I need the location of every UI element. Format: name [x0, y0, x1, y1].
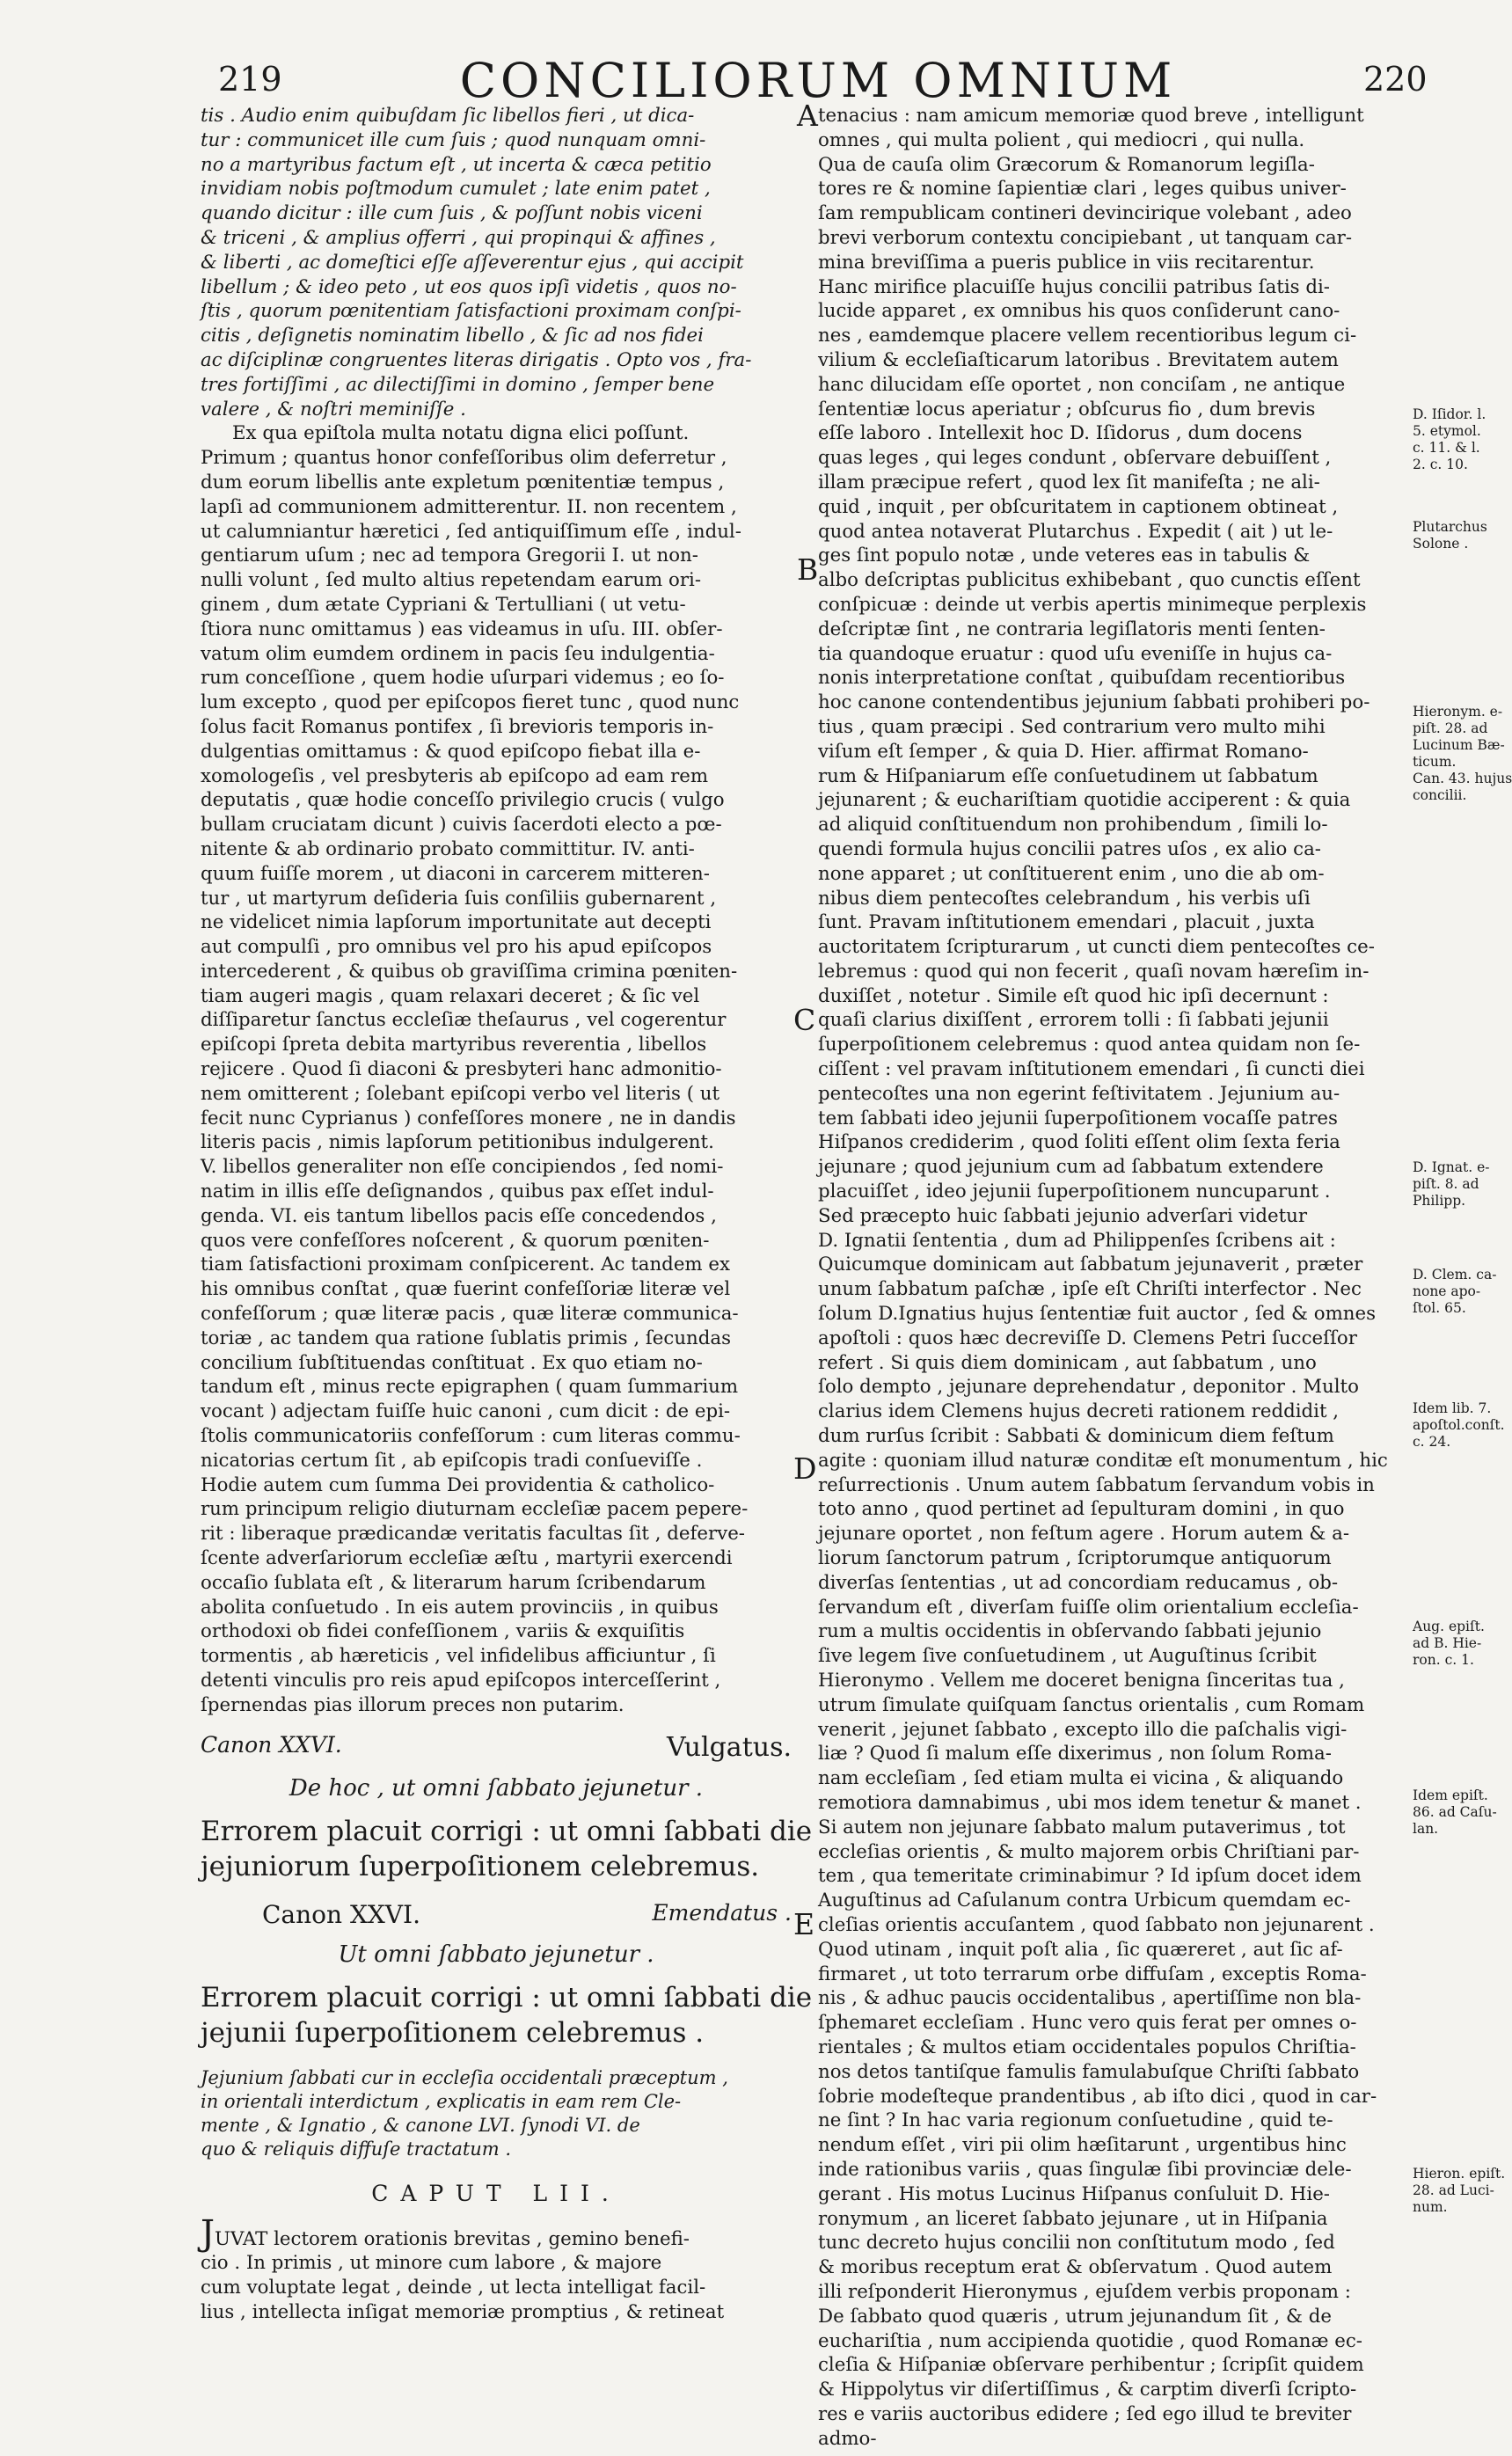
opening-quote-paragraph: [201, 104, 792, 421]
text-line: rum a multis occidentis in obſervando ſabbati jejunio: [818, 1620, 1322, 1643]
text-line: ac diſciplinæ congruentes literas dirigatis . Opto vos , fra-: [201, 348, 752, 371]
text-line: pentecoſtes una non egerint feſtivitatem . Jejunium au-: [818, 1082, 1340, 1105]
text-line: & triceni , & amplius offerri , qui propinqui & affines ,: [201, 226, 716, 249]
text-line: mente , & Ignatio , & canone LVI. ſynodi VI. de: [201, 2114, 640, 2136]
text-line: ſolum D.Ignatius hujus ſententiæ fuit auctor , ſed & omnes: [818, 1303, 1377, 1326]
text-line: ſphemaret eccleſiam . Hunc vero quis ferat per omnes o-: [818, 2012, 1357, 2035]
chapter-summary: [201, 2066, 792, 2161]
margin-note: [1413, 1787, 1497, 1838]
text-line: concilii.: [1413, 787, 1467, 803]
text-line: Plutarchus: [1413, 519, 1487, 535]
text-line: lum excepto , quod per epiſcopos fieret tunc , quod nunc: [201, 691, 740, 714]
text-line: De ſabbato quod quæris , utrum jejunandum ſit , & de: [818, 2305, 1332, 2328]
text-line: jejunare ; quod jejunium cum ad ſabbatum extendere: [818, 1156, 1324, 1179]
text-line: unum ſabbatum paſchæ , ipſe eſt Chriſti interfector . Nec: [818, 1278, 1362, 1301]
text-line: dum rurſus ſcribit : Sabbati & dominicum diem feſtum: [818, 1425, 1334, 1448]
text-line: Si autem non jejunare ſabbato malum putaverimus , tot: [818, 1816, 1346, 1838]
text-line: illi reſponderit Hieronymus , ejuſdem verbis proponam :: [818, 2280, 1351, 2303]
text-line: illam præcipue refert , quod lex ſit manifeſta ; ne ali-: [818, 471, 1320, 493]
text-line: Hieronym. e-: [1413, 704, 1503, 720]
text-line: ſtolis communicatoriis confeſſorum : cum literas commu-: [201, 1425, 741, 1448]
text-line: quum fuiſſe morem , ut diaconi in carcerem mitteren-: [201, 862, 710, 885]
text-line: nendum eſſet , viri pii olim hæſitarunt , urgentibus hinc: [818, 2134, 1347, 2157]
text-line: tiam augeri magis , quam relaxari deceret ; & ſic vel: [201, 984, 700, 1007]
left-column: [201, 104, 813, 2373]
text-line: tres fortiſſimi , ac dilectiſſimi in domino , ſemper bene: [201, 373, 715, 396]
text-line: Quicumque dominicam aut ſabbatum jejunaverit , præter: [818, 1254, 1363, 1276]
text-line: ſobrie modeſteque prandentibus , ab iſto dici , quod in car-: [818, 2085, 1377, 2108]
text-line: Primum ; quantus honor confeſſoribus olim deferretur ,: [201, 447, 727, 470]
text-line: utrum ſimulate quiſquam ſanctus orientalis , cum Romam: [818, 1693, 1365, 1716]
text-line: 2. c. 10.: [1413, 457, 1468, 472]
text-line: ad B. Hie-: [1413, 1635, 1482, 1651]
text-line: aut compulſi , pro omnibus vel pro his apud epiſcopos: [201, 936, 712, 959]
text-line: remotiora damnabimus , ubi mos idem tenetur & manet .: [818, 1791, 1362, 1814]
text-line: D. Clem. ca-: [1413, 1267, 1497, 1283]
text-line: cleſias orientis accuſantem , quod ſabbato non jejunarent .: [818, 1913, 1375, 1936]
text-line: albo deſcriptas publicitus exhibebant , quo cunctis eſſent: [818, 569, 1361, 592]
text-line: ronymum , an liceret ſabbato jejunare , ut in Hiſpania: [818, 2207, 1328, 2230]
text-line: reſurrectionis . Unum autem ſabbatum ſervandum vobis in: [818, 1473, 1375, 1496]
text-line: Hiſpanos crediderim , quod ſoliti eſſent olim ſexta feria: [818, 1131, 1340, 1154]
text-line: piſt. 8. ad: [1413, 1176, 1479, 1192]
text-line: toriæ , ac tandem qua ratione ſublatis primis , ſecundas: [201, 1327, 732, 1349]
margin-letter-b: B: [797, 552, 819, 587]
text-line: citis , deſignetis nominatim libello , & ſic ad nos fidei: [201, 325, 704, 347]
text-line: ſam rempublicam contineri devincirique volebant , adeo: [818, 202, 1352, 225]
text-line: rum & Hiſpaniarum eſſe conſuetudinem ut ſabbatum: [818, 764, 1318, 787]
text-line: nis , & adhuc paucis occidentalibus , apertiſſime non bla-: [818, 1987, 1362, 2010]
text-line: placuiſſet , ideo jejunii ſuperpoſitionem nuncuparunt .: [818, 1180, 1331, 1203]
text-line: ſolus facit Romanus pontifex , ſi brevioris temporis in-: [201, 715, 714, 738]
text-line: rum principum religio diuturnam eccleſiæ pacem pepere-: [201, 1498, 749, 1521]
text-line: ſuperpoſitionem celebremus : quod antea quidam non ſe-: [818, 1034, 1361, 1056]
text-line: eſſe laboro . Intellexit hoc D. Iſidorus , dum docens: [818, 422, 1303, 445]
text-line: nibus diem pentecoſtes celebrandum , his verbis uſi: [818, 887, 1311, 910]
canon-text: [201, 1814, 813, 1884]
text-line: ſunt. Pravam inſtitutionem emendari , placuit , juxta: [818, 911, 1315, 934]
text-line: tur , ut martyrum deſideria ſuis conſiliis gubernarent ,: [201, 887, 717, 910]
text-line: tandum eſt , minus recte epigraphen ( quam ſummarium: [201, 1376, 739, 1399]
text-line: dulgentias omittamus : & quod epiſcopo fiebat illa e-: [201, 740, 701, 763]
text-line: clarius idem Clemens hujus decreti rationem reddidit ,: [818, 1400, 1340, 1423]
text-line: no a martyribus factum eſt , ut incerta & cæca petitio: [201, 153, 712, 176]
text-line: ſive legem ſive conſuetudinem , ut Auguſtinus ſcribit: [818, 1645, 1317, 1668]
text-line: refert . Si quis diem dominicam , aut ſabbatum , uno: [818, 1351, 1317, 1374]
text-line: res e variis auctoribus edidere ; ſed ego illud te breviter: [818, 2402, 1352, 2425]
text-line: tunc decreto hujus concilii non conſtitutum modo , ſed: [818, 2232, 1335, 2255]
right-column-text: [818, 104, 1407, 2452]
text-line: gentiarum uſum ; nec ad tempora Gregorii I. ut non-: [201, 545, 698, 567]
text-line: tenacius : nam amicum memoriæ quod breve , intelligunt: [818, 105, 1364, 127]
text-line: agite : quoniam illud naturæ conditæ eſt monumentum , hic: [818, 1449, 1388, 1472]
margin-note: [1413, 406, 1494, 473]
text-line: his omnibus conſtat , quæ fuerint confeſſoriæ literæ vel: [201, 1278, 731, 1301]
text-line: tur : communicet ille cum ſuis ; quod nunquam omni-: [201, 128, 706, 151]
text-line: ginem , dum ætate Cypriani & Tertulliani ( ut vetu-: [201, 593, 686, 616]
canon-number: Canon XXVI.: [262, 1899, 420, 1929]
text-line: Qua de cauſa olim Græcorum & Romanorum legiſla-: [818, 153, 1315, 176]
text-line: vocant ) adjectam fuiſſe huic canoni , cum dicit : de epi-: [201, 1400, 731, 1423]
text-line: D. Iſidor. l.: [1413, 406, 1486, 422]
page-number-left: 219: [218, 60, 282, 99]
text-line: Solone .: [1413, 536, 1469, 552]
text-line: quod antea notaverat Plutarchus . Expedit ( ait ) ut le-: [818, 520, 1333, 543]
text-line: vilium & eccleſiaſticarum latoribus . Brevitatem autem: [818, 348, 1339, 371]
text-line: & Hippolytus vir diſertiſſimus , & carptim diverſi ſcripto-: [818, 2379, 1357, 2401]
margin-letter-a: A: [797, 99, 818, 133]
text-line: firmaret , ut toto terrarum orbe diffuſam , exceptis Roma-: [818, 1963, 1367, 1985]
text-line: Philipp.: [1413, 1193, 1466, 1209]
text-line: genda. VI. eis tantum libellos pacis eſſe concedendos ,: [201, 1204, 717, 1227]
canon-number: Canon XXVI.: [201, 1731, 342, 1758]
right-column: [818, 104, 1407, 2450]
text-line: quendi formula hujus concilii patres uſos , ex alio ca-: [818, 837, 1321, 860]
chapter-heading: CAPUT LII.: [371, 2180, 621, 2206]
text-line: piſt. 28. ad: [1413, 720, 1488, 736]
text-line: Idem epiſt.: [1413, 1787, 1488, 1803]
text-line: V. libellos generaliter non eſſe concipiendos , ſed nomi-: [201, 1156, 724, 1179]
text-line: ſtis , quorum pœnitentiam ſatisfactioni proximam conſpi-: [201, 300, 741, 323]
text-line: lan.: [1413, 1821, 1439, 1837]
text-line: ut calumniantur hæretici , ſed antiquiſſimum eſſe , indul-: [201, 520, 741, 543]
text-line: libellum ; & ideo peto , ut eos quos ipſi videtis , quos no-: [201, 275, 737, 298]
text-line: quaſi clarius dixiſſent , errorem tolli : ſi ſabbati jejunii: [818, 1009, 1329, 1032]
text-line: rit : liberaque prædicandæ veritatis facultas ſit , deferve-: [201, 1523, 745, 1546]
text-line: inde rationibus variis , quas ſingulæ ſibi provinciæ dele-: [818, 2158, 1352, 2181]
text-line: natim in illis eſſe deſignandos , quibus pax eſſet indul-: [201, 1180, 714, 1203]
text-line: diſſiparetur ſanctus eccleſiæ theſaurus , vel cogerentur: [201, 1009, 727, 1032]
text-line: Ex qua epiſtola multa notatu digna elici poſſunt.: [232, 422, 690, 445]
text-line: lebremus : quod qui non fecerit , quaſi novam hæreſim in-: [818, 960, 1370, 983]
text-line: 86. ad Caſu-: [1413, 1804, 1497, 1820]
text-line: ſcente adverſariorum eccleſiæ æſtu , martyrii exercendi: [201, 1547, 733, 1570]
text-line: Sed præcepto huic ſabbati jejunio adverſari videtur: [818, 1204, 1308, 1227]
text-line: & liberti , ac domeſtici eſſe aſſeverentur ejus , qui accipit: [201, 251, 744, 274]
text-line: cleſia & Hiſpaniæ obſervare perhibentur ; ſcripſit quidem: [818, 2354, 1364, 2377]
text-line: ſpernendas pias illorum preces non putarim.: [201, 1693, 625, 1716]
text-line: liæ ? Quod ſi malum eſſe dixerimus , non ſolum Roma-: [818, 1743, 1332, 1765]
text-line: ſententiæ locus aperiatur ; obſcurus fio , dum brevis: [818, 398, 1316, 420]
text-line: valere , & noſtri meminiſſe .: [201, 398, 466, 420]
text-line: ciſſent : vel pravam inſtitutionem emendari , ſi cuncti diei: [818, 1058, 1365, 1081]
text-line: num.: [1413, 2199, 1448, 2215]
text-line: Can. 43. hujus: [1413, 771, 1512, 786]
text-line: duxiſſet , notetur . Simile eſt quod hic ipſi decernunt :: [818, 984, 1329, 1007]
text-line: abolita conſuetudo . In eis autem provinciis , in quibus: [201, 1596, 719, 1619]
text-line: tem ſabbati ideo jejunii ſuperpoſitionem vocaſſe patres: [818, 1107, 1338, 1129]
text-line: toto anno , quod pertinet ad ſepulturam domini , in quo: [818, 1498, 1345, 1521]
text-line: eccleſias orientis , & multo majorem orbis Chriſtiani par-: [818, 1840, 1360, 1863]
text-line: hanc dilucidam eſſe oportet , non conciſam , ne antique: [818, 373, 1346, 396]
text-line: JUVAT lectorem orationis brevitas , gemino benefi-: [201, 2212, 690, 2254]
text-line: tis . Audio enim quibuſdam ſic libellos fieri , ut dica-: [201, 105, 695, 127]
text-line: ſervandum eſt , diverſam fuiſſe olim orientalium eccleſia-: [818, 1596, 1359, 1619]
margin-letter-e: E: [793, 1907, 815, 1941]
margin-note: [1413, 519, 1494, 552]
text-line: dum eorum libellis ante expletum pœnitentiæ tempus ,: [201, 471, 725, 493]
text-line: fecit nunc Cyprianus ) confeſſores monere , ne in dandis: [201, 1107, 736, 1129]
canon-title: De hoc , ut omni ſabbato jejunetur .: [289, 1774, 704, 1802]
text-line: mina breviſſima a pueris publice in viis recitarentur.: [818, 251, 1315, 274]
text-line: lapſi ad communionem admitterentur. II. non recentem ,: [201, 495, 737, 518]
text-line: nos detos tantiſque famulis famulabuſque Chriſti ſabbato: [818, 2060, 1360, 2083]
text-line: apoſtoli : quos hæc decreviſſe D. Clemens Petri ſucceſſor: [818, 1327, 1357, 1349]
text-line: quando dicitur : ille cum ſuis , & poſſunt nobis viceni: [201, 202, 703, 225]
text-line: ad aliquid conſtituendum non prohibendum , ſimili lo-: [818, 814, 1328, 837]
text-line: Quod utinam , inquit poſt alia , ſic quæreret , aut ſic af-: [818, 1938, 1343, 1961]
text-line: ſtol. 65.: [1413, 1300, 1466, 1316]
text-line: occaſio ſublata eſt , & literarum harum ſcribendarum: [201, 1571, 706, 1594]
canon-vulgatus-heading: [201, 1732, 792, 1763]
canon-label: Emendatus .: [652, 1899, 792, 1926]
text-line: ron. c. 1.: [1413, 1652, 1474, 1668]
margin-note: [1413, 2166, 1506, 2216]
commentary-paragraph: [201, 421, 792, 1717]
margin-note: [1413, 1619, 1494, 1669]
text-line: ne ſint ? In hac varia regionum conſuetudine , quid te-: [818, 2109, 1333, 2132]
text-line: ſolo dempto , jejunare deprehendatur , deponitor . Multo: [818, 1376, 1359, 1399]
text-line: nitente & ab ordinario probato committitur. IV. anti-: [201, 837, 695, 860]
text-line: Aug. epiſt.: [1413, 1619, 1485, 1634]
text-line: ticum.: [1413, 754, 1457, 770]
text-line: ges ſint populo notæ , unde veteres eas in tabulis &: [818, 545, 1311, 567]
text-line: Errorem placuit corrigi : ut omni ſabbati die: [201, 1981, 813, 2014]
text-line: admo-: [818, 2427, 877, 2450]
text-line: jejunare oportet , non feſtum agere . Horum autem & a-: [818, 1523, 1350, 1546]
text-line: detenti vinculis pro reis apud epiſcopos interceſſerint ,: [201, 1670, 721, 1692]
text-line: venerit , jejunet ſabbato , excepto illo die paſchalis vigi-: [818, 1718, 1348, 1741]
text-line: 5. etymol.: [1413, 423, 1481, 439]
text-line: c. 24.: [1413, 1434, 1451, 1450]
margin-note: [1413, 1267, 1497, 1317]
text-line: apoſtol.conſt.: [1413, 1417, 1505, 1433]
text-line: Hieron. epiſt.: [1413, 2166, 1506, 2182]
text-line: concilium ſubſtituendas conſtituat . Ex quo etiam no-: [201, 1351, 703, 1374]
text-line: orthodoxi ob fidei confeſſionem , variis & exquiſitis: [201, 1620, 685, 1643]
margin-note: [1413, 1400, 1505, 1451]
text-line: tiam ſatisfactioni proximam conſpicerent. Ac tandem ex: [201, 1254, 731, 1276]
text-line: rum conceſſione , quem hodie uſurpari videmus ; eo ſo-: [201, 667, 725, 690]
text-line: jejuniorum ſuperpoſitionem celebremus.: [201, 1850, 760, 1882]
text-line: nam eccleſiam , ſed etiam multa ei vicina , & aliquando: [818, 1767, 1344, 1790]
text-line: nem omitterent ; ſolebant epiſcopi verbo vel literis ( ut: [201, 1082, 720, 1105]
text-line: invidiam nobis poſtmodum cumulet ; late enim patet ,: [201, 178, 711, 201]
text-line: ne videlicet nimia lapſorum importunitate aut decepti: [201, 911, 712, 934]
margin-note: [1413, 704, 1512, 804]
text-line: cum voluptate legat , deinde , ut lecta intelligat facil-: [201, 2277, 706, 2299]
text-line: D. Ignatii ſententia , dum ad Philippenſes ſcribens ait :: [818, 1229, 1336, 1252]
page-number-right: 220: [1363, 60, 1428, 99]
text-line: ſtiora nunc omittamus ) eas videamus in uſu. III. obſer-: [201, 618, 723, 640]
text-line: nulli volunt , ſed multo altius repetendam earum ori-: [201, 569, 702, 592]
canon-text: [201, 1980, 813, 2050]
text-line: quid , inquit , per obſcuritatem in captionem obtineat ,: [818, 495, 1339, 518]
margin-note: [1413, 1159, 1494, 1210]
text-line: gerant . His motus Lucinus Hiſpanus conſuluit D. Hie-: [818, 2182, 1330, 2205]
text-line: auctoritatem ſcripturarum , ut cuncti diem pentecoſtes ce-: [818, 936, 1375, 959]
canon-label: Vulgatus.: [666, 1731, 792, 1763]
text-line: conſpicuæ : deinde ut verbis apertis minimeque perplexis: [818, 593, 1367, 616]
text-line: 28. ad Luci-: [1413, 2182, 1494, 2198]
text-line: liorum ſanctorum patrum , ſcriptorumque antiquorum: [818, 1547, 1332, 1570]
text-line: euchariſtia , num accipienda quotidie , quod Romanæ ec-: [818, 2329, 1362, 2352]
text-line: xomologeſis , vel presbyteris ab epiſcopo ad eam rem: [201, 764, 709, 787]
text-line: viſum eſt ſemper , & quia D. Hier. affirmat Romano-: [818, 740, 1309, 763]
chapter-opening-paragraph: [201, 2212, 792, 2325]
text-line: nes , eamdemque placere vellem recentioribus legum ci-: [818, 325, 1357, 347]
text-line: Lucinum Bæ-: [1413, 737, 1505, 753]
text-line: nonis interpretatione conſtat , quibuſdam recentioribus: [818, 667, 1346, 690]
text-line: jejunii ſuperpoſitionem celebremus .: [201, 2016, 705, 2049]
text-line: deſcriptæ ſint , ne contraria legiſlatoris menti ſenten-: [818, 618, 1326, 640]
text-line: epiſcopi ſpreta debita martyribus reverentia , libellos: [201, 1034, 707, 1056]
text-line: c. 11. & l.: [1413, 440, 1480, 456]
margin-letter-d: D: [793, 1451, 817, 1486]
canon-title: Ut omni ſabbato jejunetur .: [338, 1941, 654, 1968]
text-line: tius , quam præcipi . Sed contrarium vero multo mihi: [818, 715, 1326, 738]
text-line: bullam cruciatam dicunt ) cuivis ſacerdoti electo a pœ-: [201, 814, 722, 837]
text-line: diverſas ſententias , ut ad concordiam reducamus , ob-: [818, 1571, 1339, 1594]
text-line: rejicere . Quod ſi diaconi & presbyteri hanc admonitio-: [201, 1058, 722, 1081]
text-line: quo & reliquis diffuſe tractatum .: [201, 2138, 512, 2160]
text-line: D. Ignat. e-: [1413, 1159, 1490, 1175]
text-line: cio . In primis , ut minore cum labore , & majore: [201, 2252, 662, 2275]
margin-letter-c: C: [793, 1003, 816, 1037]
text-line: Auguſtinus ad Caſulanum contra Urbicum quemdam ec-: [818, 1890, 1351, 1912]
text-line: confeſſorum ; quæ literæ pacis , quæ literæ communica-: [201, 1303, 739, 1326]
text-line: quos vere confeſſores noſcerent , & quorum pœniten-: [201, 1229, 710, 1252]
text-line: none apparet ; ut conſtituerent enim , uno die ab om-: [818, 862, 1325, 885]
text-line: lius , intellecta inſigat memoriæ promptius , & retineat: [201, 2300, 725, 2323]
text-line: tia quandoque eruatur : quod uſu eveniſſe in hujus ca-: [818, 642, 1333, 665]
text-line: nicatorias certum ſit , ab epiſcopis tradi conſueviſſe .: [201, 1449, 703, 1472]
text-line: quas leges , qui leges condunt , obſervare debuiſſent ,: [818, 447, 1332, 470]
text-line: & moribus receptum erat & obſervatum . Quod autem: [818, 2256, 1333, 2279]
text-line: literis pacis , nimis lapſorum petitionibus indulgerent.: [201, 1131, 714, 1154]
text-line: jejunarent ; & euchariſtiam quotidie acciperent : & quia: [818, 789, 1351, 812]
text-line: Hodie autem cum ſumma Dei providentia & catholico-: [201, 1473, 715, 1496]
text-line: rientales ; & multos etiam occidentales populos Chriſtia-: [818, 2036, 1356, 2058]
text-line: omnes , qui multa polient , qui mediocri , qui nulla.: [818, 128, 1305, 151]
text-line: lucide apparet , ex omnibus his quos conſiderunt cano-: [818, 300, 1340, 323]
text-line: Errorem placuit corrigi : ut omni ſabbati die: [201, 1815, 813, 1847]
text-line: in orientali interdictum , explicatis in eam rem Cle-: [201, 2090, 682, 2112]
text-line: Jejunium ſabbati cur in eccleſia occidentali præceptum ,: [201, 2066, 728, 2088]
text-line: deputatis , quæ hodie conceſſo privilegio crucis ( vulgo: [201, 789, 725, 812]
text-line: intercederent , & quibus ob graviſſima crimina pœniten-: [201, 960, 738, 983]
text-line: Hanc mirifice placuiſſe hujus concilii patribus ſatis di-: [818, 275, 1330, 298]
text-line: Hieronymo . Vellem me doceret benigna ſinceritas tua ,: [818, 1670, 1345, 1692]
text-line: none apo-: [1413, 1283, 1481, 1299]
text-line: Idem lib. 7.: [1413, 1400, 1492, 1416]
text-line: tem , qua temeritate criminabimur ? Id ipſum docet idem: [818, 1865, 1362, 1888]
canon-emendatus-heading: [201, 1900, 792, 1929]
text-line: brevi verborum contextu concipiebant , ut tanquam car-: [818, 226, 1353, 249]
text-line: vatum olim eumdem ordinem in pacis ſeu indulgentia-: [201, 642, 715, 665]
text-line: tormentis , ab hæreticis , vel infidelibus afficiuntur , ſi: [201, 1645, 716, 1668]
running-head: CONCILIORUM OMNIUM: [459, 53, 1177, 108]
text-line: tores re & nomine ſapientiæ clari , leges quibus univer-: [818, 178, 1347, 201]
text-line: hoc canone contendentibus jejunium ſabbati prohiberi po-: [818, 691, 1370, 714]
